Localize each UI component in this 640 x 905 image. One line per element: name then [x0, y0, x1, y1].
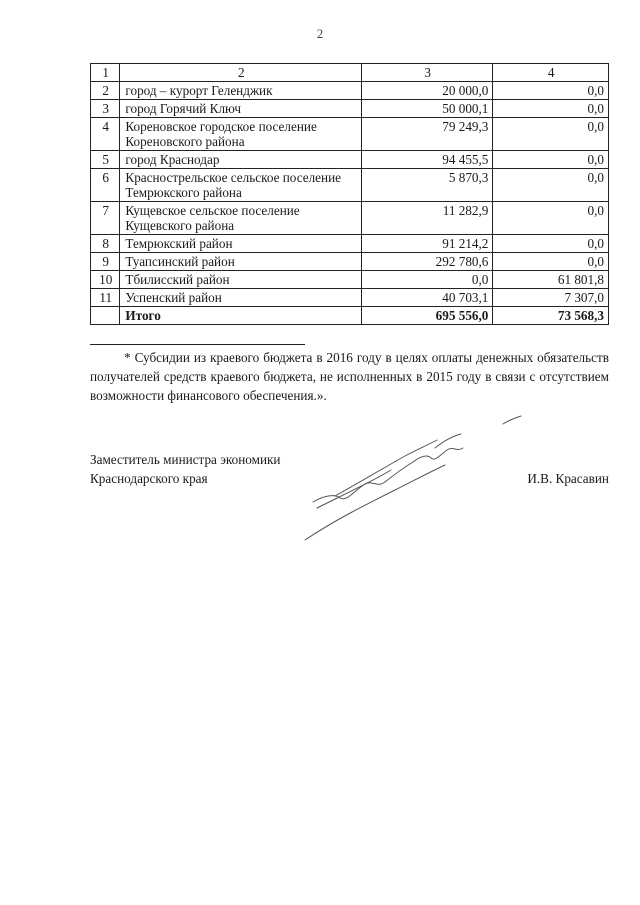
row-value-2015: 0,0 [493, 169, 609, 202]
row-value-2016: 50 000,1 [362, 100, 493, 118]
table-row [91, 202, 609, 235]
total-value-2015: 73 568,3 [493, 307, 609, 325]
signature-stroke [313, 462, 413, 502]
row-value-2016: 5 870,3 [362, 169, 493, 202]
row-value-2016: 79 249,3 [362, 118, 493, 151]
table-row [91, 271, 609, 289]
row-value-2015: 0,0 [493, 118, 609, 151]
table-header-row [91, 64, 609, 82]
row-name: Темрюкский район [120, 235, 362, 253]
page-number: 2 [316, 26, 324, 41]
row-name: город Краснодар [120, 151, 362, 169]
row-value-2016: 20 000,0 [362, 82, 493, 100]
signature-stroke [305, 465, 445, 540]
row-number: 8 [91, 235, 120, 253]
footnote: * Субсидии из краевого бюджета в 2016 году в целях оплаты денежных обязательств получателей средств краевого бюджета, не исполненных в 2015 году в связи с отсутствием возможности финансового обеспечения.». [90, 350, 609, 403]
row-value-2015: 61 801,8 [493, 271, 609, 289]
row-value-2015: 0,0 [493, 151, 609, 169]
row-value-2015: 0,0 [493, 100, 609, 118]
row-number: 5 [91, 151, 120, 169]
row-name: Кущевское сельское поселение Кущевского района [120, 202, 362, 235]
row-name: Кореновское городское поселение Кореновского района [120, 118, 362, 151]
header-cell: 3 [362, 64, 493, 82]
header-cell: 4 [493, 64, 609, 82]
table-row [91, 169, 609, 202]
signature-stroke [503, 416, 521, 424]
row-number: 9 [91, 253, 120, 271]
row-value-2016: 11 282,9 [362, 202, 493, 235]
table-row [91, 235, 609, 253]
row-value-2016: 40 703,1 [362, 289, 493, 307]
row-number: 2 [91, 82, 120, 100]
row-name: город Горячий Ключ [120, 100, 362, 118]
signature-stroke [435, 434, 461, 448]
row-value-2015: 7 307,0 [493, 289, 609, 307]
row-number: 10 [91, 271, 120, 289]
table-row [91, 151, 609, 169]
table-row [91, 82, 609, 100]
row-value-2016: 91 214,2 [362, 235, 493, 253]
signature-stroke [335, 440, 437, 496]
signer-name: И.В. Красавин [527, 471, 609, 486]
subsidies-table [90, 63, 609, 325]
row-number: 11 [91, 289, 120, 307]
row-number: 6 [91, 169, 120, 202]
row-value-2015: 0,0 [493, 253, 609, 271]
signer-title-line: Краснодарского края [90, 471, 208, 486]
row-value-2015: 0,0 [493, 202, 609, 235]
signature-stroke [413, 448, 463, 462]
row-value-2015: 0,0 [493, 235, 609, 253]
footnote-divider [90, 344, 305, 345]
handwritten-signature [295, 410, 535, 550]
row-value-2015: 0,0 [493, 82, 609, 100]
header-cell: 1 [91, 64, 120, 82]
row-value-2016: 94 455,5 [362, 151, 493, 169]
row-number: 3 [91, 100, 120, 118]
row-value-2016: 292 780,6 [362, 253, 493, 271]
row-name: Тбилисский район [120, 271, 362, 289]
signer-title [90, 450, 280, 488]
total-label: Итого [120, 307, 362, 325]
signature-stroke [317, 470, 391, 508]
row-name: Туапсинский район [120, 253, 362, 271]
row-name: город – курорт Геленджик [120, 82, 362, 100]
row-value-2016: 0,0 [362, 271, 493, 289]
row-name: Краснострельское сельское поселение Темрюкского района [120, 169, 362, 202]
total-value-2016: 695 556,0 [362, 307, 493, 325]
total-number-cell [91, 307, 120, 325]
signer-title-line: Заместитель министра экономики [90, 452, 281, 467]
row-name: Успенский район [120, 289, 362, 307]
row-number: 7 [91, 202, 120, 235]
table-row [91, 100, 609, 118]
table-row [91, 253, 609, 271]
total-row [91, 307, 609, 325]
row-number: 4 [91, 118, 120, 151]
header-cell: 2 [120, 64, 362, 82]
table-row [91, 118, 609, 151]
table-row [91, 289, 609, 307]
